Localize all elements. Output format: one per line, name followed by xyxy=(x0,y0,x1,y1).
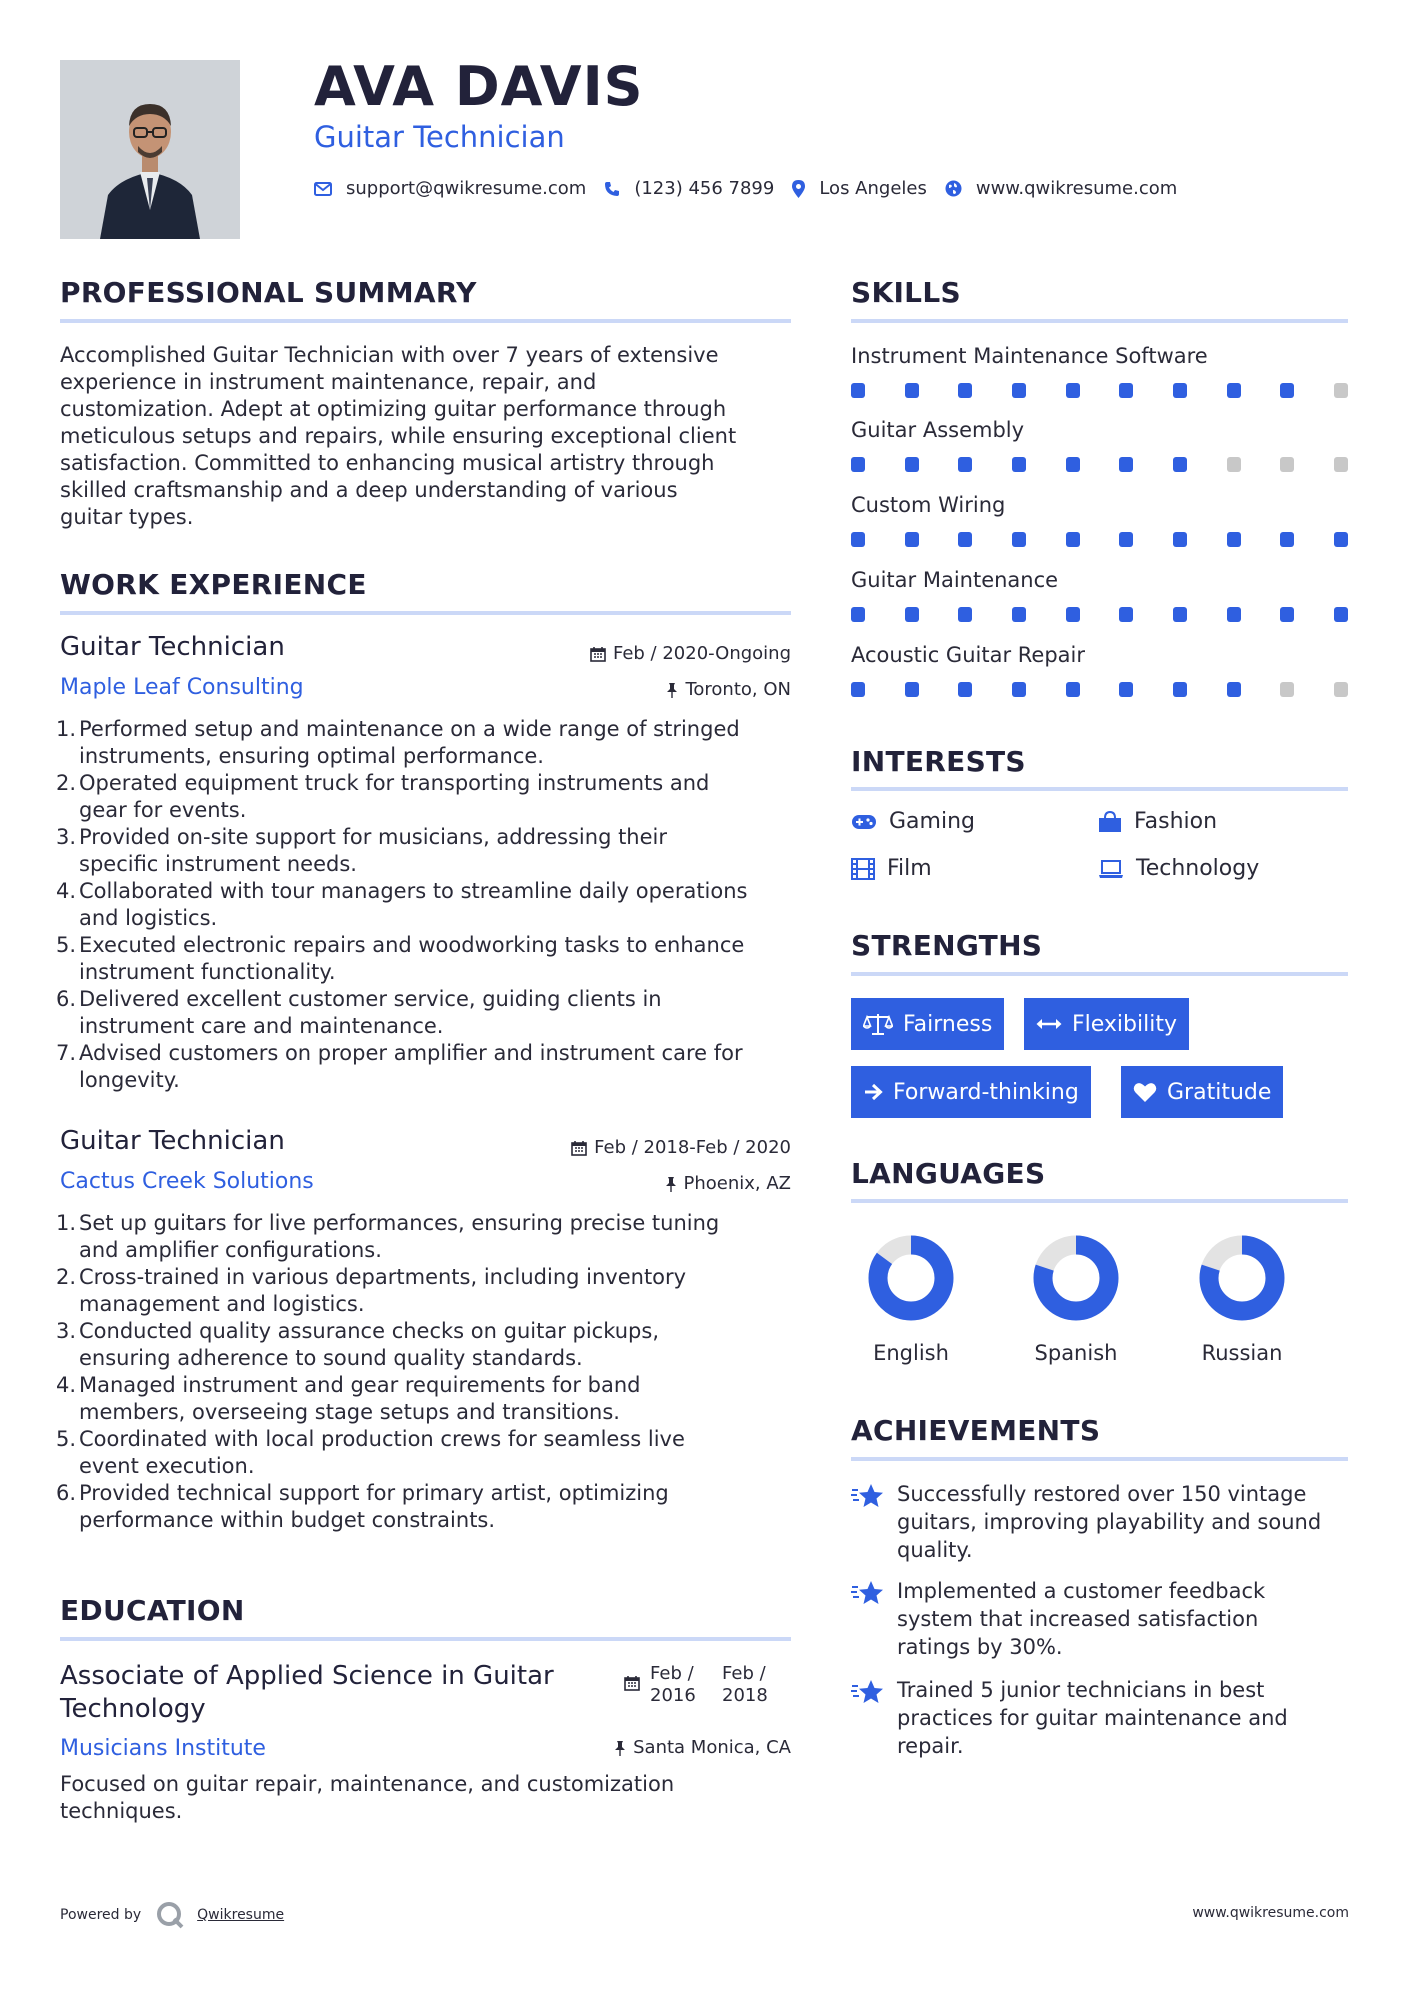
skill-name: Acoustic Guitar Repair xyxy=(851,643,1085,667)
pushpin-icon xyxy=(666,682,678,698)
calendar-icon xyxy=(590,646,606,662)
skill-dot-filled xyxy=(1173,682,1187,697)
summary-line: customization. Adept at optimizing guitar performance through xyxy=(60,397,727,421)
skill-dot-filled xyxy=(851,532,865,547)
job-location xyxy=(666,679,791,700)
strengths-heading: STRENGTHS xyxy=(851,929,1043,962)
list-line: longevity. xyxy=(79,1068,180,1092)
list-number: 6. xyxy=(56,987,77,1011)
language-gauge xyxy=(868,1235,954,1321)
skill-dot-filled xyxy=(905,383,919,398)
candidate-name: AVA DAVIS xyxy=(314,55,644,118)
skill-dot-filled xyxy=(1227,532,1241,547)
interest-item xyxy=(851,809,975,834)
strength-badge xyxy=(851,998,1004,1050)
skill-dot-filled xyxy=(1280,383,1294,398)
skill-dot-filled xyxy=(1334,532,1348,547)
education-desc-line: Focused on guitar repair, maintenance, and customization xyxy=(60,1772,675,1796)
skill-dot-filled xyxy=(1173,457,1187,472)
job-title: Guitar Technician xyxy=(60,632,285,662)
skill-name: Guitar Assembly xyxy=(851,418,1025,442)
list-item xyxy=(56,878,800,932)
skill-dot-filled xyxy=(1227,607,1241,622)
degree-line: Technology xyxy=(60,1694,206,1724)
achievement-item xyxy=(851,1577,1351,1661)
language-gauge xyxy=(1199,1235,1285,1321)
star-icon xyxy=(851,1482,885,1510)
job-duties xyxy=(56,1210,800,1534)
education-location xyxy=(614,1737,791,1758)
skill-dot-filled xyxy=(1012,383,1026,398)
map-marker-icon xyxy=(792,180,805,198)
interest-item xyxy=(851,856,932,881)
skill-dot-filled xyxy=(905,682,919,697)
skill-dot-filled xyxy=(905,457,919,472)
languages-divider xyxy=(851,1199,1348,1203)
candidate-title: Guitar Technician xyxy=(314,120,565,154)
skill-dot-filled xyxy=(958,607,972,622)
contact-location xyxy=(792,178,927,199)
skill-dot-filled xyxy=(1227,383,1241,398)
website-text: www.qwikresume.com xyxy=(975,178,1178,199)
achievement-line: repair. xyxy=(897,1734,964,1758)
work-heading: WORK EXPERIENCE xyxy=(60,568,367,601)
list-item xyxy=(56,716,800,770)
list-number: 1. xyxy=(56,1211,77,1235)
language-name: Spanish xyxy=(1034,1341,1118,1365)
summary-line: guitar types. xyxy=(60,505,194,529)
list-line: management and logistics. xyxy=(79,1292,365,1316)
contact-website[interactable] xyxy=(945,178,1177,199)
skill-dot-filled xyxy=(1173,607,1187,622)
achievement-line: guitars, improving playability and sound xyxy=(897,1510,1322,1534)
languages-heading: LANGUAGES xyxy=(851,1157,1046,1190)
skill-dot-empty xyxy=(1334,383,1348,398)
skill-dot-filled xyxy=(905,607,919,622)
education-description xyxy=(60,1771,800,1825)
list-line: Coordinated with local production crews for seamless live xyxy=(79,1427,685,1451)
skill-rating xyxy=(851,682,1348,698)
skill-dot-filled xyxy=(1012,457,1026,472)
arrow-right-icon xyxy=(863,1082,883,1102)
skill-dot-filled xyxy=(1066,457,1080,472)
gamepad-icon xyxy=(851,814,877,830)
heart-icon xyxy=(1133,1082,1157,1103)
list-line: and logistics. xyxy=(79,906,218,930)
strength-label: Fairness xyxy=(903,1011,993,1037)
skill-dot-filled xyxy=(1012,682,1026,697)
achievement-line: Implemented a customer feedback xyxy=(897,1579,1266,1603)
list-number: 6. xyxy=(56,1481,77,1505)
list-item xyxy=(56,1210,800,1264)
end-date xyxy=(722,1663,768,1707)
list-line: Conducted quality assurance checks on guitar pickups, xyxy=(79,1319,659,1343)
company-name: Maple Leaf Consulting xyxy=(60,675,304,700)
interest-label: Technology xyxy=(1136,856,1260,881)
start-date xyxy=(650,1663,722,1707)
achievement-text xyxy=(897,1480,1321,1564)
job-duties xyxy=(56,716,800,1094)
job-dates-text: Feb / 2018-Feb / 2020 xyxy=(594,1137,791,1158)
strength-badge xyxy=(851,1066,1091,1118)
list-number: 5. xyxy=(56,1427,77,1451)
list-line: instrument care and maintenance. xyxy=(79,1014,444,1038)
achievement-item xyxy=(851,1676,1351,1760)
skill-name: Guitar Maintenance xyxy=(851,568,1059,592)
skill-dot-filled xyxy=(851,607,865,622)
footer-brand xyxy=(60,1900,284,1930)
skill-dot-filled xyxy=(1227,682,1241,697)
strength-badge xyxy=(1024,998,1189,1050)
job-dates-text: Feb / 2020-Ongoing xyxy=(612,643,791,664)
achievement-line: ratings by 30%. xyxy=(897,1635,1063,1659)
skill-dot-filled xyxy=(1173,532,1187,547)
summary-divider xyxy=(60,319,791,323)
phone-icon xyxy=(604,181,620,197)
summary-line: experience in instrument maintenance, repair, and xyxy=(60,370,597,394)
list-line: ensuring adherence to sound quality standards. xyxy=(79,1346,583,1370)
skill-dot-filled xyxy=(851,383,865,398)
pushpin-icon xyxy=(665,1176,677,1192)
list-line: Managed instrument and gear requirements for band xyxy=(79,1373,641,1397)
interests-heading: INTERESTS xyxy=(851,745,1026,778)
person-portrait-icon xyxy=(60,60,240,239)
skill-dot-filled xyxy=(1119,682,1133,697)
calendar-icon xyxy=(624,1675,640,1691)
list-line: Collaborated with tour managers to streamline daily operations xyxy=(79,879,748,903)
arrows-horizontal-icon xyxy=(1036,1017,1062,1031)
end-month: Feb / xyxy=(722,1663,766,1684)
shopping-bag-icon xyxy=(1098,811,1122,833)
skills-divider xyxy=(851,319,1348,323)
footer-site-link[interactable]: www.qwikresume.com xyxy=(1192,1905,1349,1921)
achievement-text xyxy=(897,1676,1288,1760)
list-line: specific instrument needs. xyxy=(79,852,357,876)
interests-divider xyxy=(851,787,1348,791)
skill-dot-filled xyxy=(851,457,865,472)
language-gauge xyxy=(1033,1235,1119,1321)
job-title: Guitar Technician xyxy=(60,1126,285,1156)
list-item xyxy=(56,770,800,824)
interest-label: Film xyxy=(887,856,932,881)
skill-dot-filled xyxy=(1334,607,1348,622)
end-year: 2018 xyxy=(722,1685,768,1706)
skills-heading: SKILLS xyxy=(851,276,961,309)
skill-dot-empty xyxy=(1227,457,1241,472)
list-line: members, overseeing stage setups and transitions. xyxy=(79,1400,620,1424)
education-divider xyxy=(60,1637,791,1641)
list-item xyxy=(56,1480,800,1534)
education-desc-line: techniques. xyxy=(60,1799,183,1823)
degree-line: Associate of Applied Science in Guitar xyxy=(60,1661,554,1691)
strength-badge xyxy=(1121,1066,1283,1118)
summary-line: satisfaction. Committed to enhancing musical artistry through xyxy=(60,451,715,475)
skill-dot-empty xyxy=(1280,457,1294,472)
skill-name: Custom Wiring xyxy=(851,493,1006,517)
balance-scale-icon xyxy=(863,1012,893,1036)
list-line: Delivered excellent customer service, guiding clients in xyxy=(79,987,662,1011)
achievement-text xyxy=(897,1577,1265,1661)
list-line: Performed setup and maintenance on a wide range of stringed xyxy=(79,717,740,741)
list-number: 3. xyxy=(56,1319,77,1343)
skill-dot-filled xyxy=(1119,383,1133,398)
interest-label: Gaming xyxy=(889,809,975,834)
summary-line: skilled craftsmanship and a deep understanding of various xyxy=(60,478,678,502)
skill-dot-filled xyxy=(851,682,865,697)
achievements-divider xyxy=(851,1457,1348,1461)
list-item xyxy=(56,1426,800,1480)
skill-dot-filled xyxy=(1119,457,1133,472)
contact-phone[interactable] xyxy=(604,178,774,199)
skill-dot-empty xyxy=(1334,457,1348,472)
summary-line: meticulous setups and repairs, while ensuring exceptional client xyxy=(60,424,737,448)
strengths-divider xyxy=(851,972,1348,976)
envelope-icon xyxy=(314,182,332,196)
achievement-line: Trained 5 junior technicians in best xyxy=(897,1678,1265,1702)
phone-text: (123) 456 7899 xyxy=(634,178,775,199)
list-line: gear for events. xyxy=(79,798,247,822)
list-item xyxy=(56,1264,800,1318)
achievement-line: Successfully restored over 150 vintage xyxy=(897,1482,1307,1506)
skill-rating xyxy=(851,607,1348,623)
achievement-line: practices for guitar maintenance and xyxy=(897,1706,1288,1730)
skill-dot-filled xyxy=(1012,532,1026,547)
location-text: Los Angeles xyxy=(819,178,927,199)
brand-link[interactable]: Qwikresume xyxy=(197,1907,285,1923)
achievement-line: system that increased satisfaction xyxy=(897,1607,1259,1631)
list-line: Provided on-site support for musicians, addressing their xyxy=(79,825,667,849)
start-year: 2016 xyxy=(650,1685,696,1706)
skill-dot-filled xyxy=(905,532,919,547)
job-location-text: Toronto, ON xyxy=(685,679,791,700)
list-number: 7. xyxy=(56,1041,77,1065)
skill-dot-filled xyxy=(1280,607,1294,622)
achievement-line: quality. xyxy=(897,1538,973,1562)
start-month: Feb / xyxy=(650,1663,694,1684)
list-item xyxy=(56,824,800,878)
film-icon xyxy=(851,858,875,880)
strength-label: Flexibility xyxy=(1072,1011,1177,1037)
skill-dot-filled xyxy=(1119,532,1133,547)
pushpin-icon xyxy=(614,1740,626,1756)
skill-dot-filled xyxy=(1066,682,1080,697)
list-item xyxy=(56,1040,800,1094)
skill-dot-filled xyxy=(958,457,972,472)
education-location-text: Santa Monica, CA xyxy=(633,1737,791,1758)
degree-title xyxy=(60,1660,620,1726)
summary-text xyxy=(60,342,800,531)
list-item xyxy=(56,932,800,986)
list-line: instrument functionality. xyxy=(79,960,336,984)
education-dates xyxy=(624,1663,768,1707)
globe-icon xyxy=(945,180,962,197)
summary-heading: PROFESSIONAL SUMMARY xyxy=(60,276,477,309)
interest-label: Fashion xyxy=(1134,809,1218,834)
job-dates xyxy=(571,1137,791,1158)
skill-dot-filled xyxy=(1119,607,1133,622)
list-number: 2. xyxy=(56,1265,77,1289)
job-location-text: Phoenix, AZ xyxy=(683,1173,791,1194)
powered-by-label: Powered by xyxy=(60,1907,142,1923)
interest-item xyxy=(1098,856,1259,881)
skill-dot-filled xyxy=(1173,383,1187,398)
list-line: Set up guitars for live performances, ensuring precise tuning xyxy=(79,1211,720,1235)
summary-line: Accomplished Guitar Technician with over 7 years of extensive xyxy=(60,343,719,367)
skill-dot-filled xyxy=(958,383,972,398)
list-line: instruments, ensuring optimal performance. xyxy=(79,744,544,768)
list-line: performance within budget constraints. xyxy=(79,1508,496,1532)
list-line: event execution. xyxy=(79,1454,255,1478)
skill-dot-empty xyxy=(1334,682,1348,697)
education-heading: EDUCATION xyxy=(60,1594,245,1627)
interest-item xyxy=(1098,809,1217,834)
skill-dot-empty xyxy=(1280,682,1294,697)
star-icon xyxy=(851,1579,885,1607)
list-number: 3. xyxy=(56,825,77,849)
laptop-icon xyxy=(1098,859,1124,879)
list-number: 5. xyxy=(56,933,77,957)
skill-dot-filled xyxy=(958,682,972,697)
strength-label: Gratitude xyxy=(1167,1079,1272,1105)
list-item xyxy=(56,1372,800,1426)
skill-dot-filled xyxy=(1066,532,1080,547)
school-name: Musicians Institute xyxy=(60,1736,266,1761)
profile-photo xyxy=(60,60,240,239)
skill-dot-filled xyxy=(1066,383,1080,398)
achievements-heading: ACHIEVEMENTS xyxy=(851,1414,1101,1447)
list-line: Advised customers on proper amplifier and instrument care for xyxy=(79,1041,743,1065)
list-number: 4. xyxy=(56,1373,77,1397)
calendar-icon xyxy=(571,1140,587,1156)
list-line: Executed electronic repairs and woodworking tasks to enhance xyxy=(79,933,745,957)
skill-rating xyxy=(851,457,1348,473)
company-name: Cactus Creek Solutions xyxy=(60,1169,314,1194)
achievement-item xyxy=(851,1480,1351,1564)
skill-rating xyxy=(851,532,1348,548)
list-line: Provided technical support for primary artist, optimizing xyxy=(79,1481,669,1505)
skill-name: Instrument Maintenance Software xyxy=(851,344,1208,368)
skill-dot-filled xyxy=(958,532,972,547)
strength-label: Forward-thinking xyxy=(893,1079,1079,1105)
skill-dot-filled xyxy=(1066,607,1080,622)
job-location xyxy=(665,1173,792,1194)
star-icon xyxy=(851,1678,885,1706)
qwikresume-logo-icon xyxy=(155,1900,185,1930)
list-number: 4. xyxy=(56,879,77,903)
email-text: support@qwikresume.com xyxy=(346,178,587,199)
job-dates xyxy=(590,643,791,664)
list-line: Operated equipment truck for transporting instruments and xyxy=(79,771,710,795)
list-line: Cross-trained in various departments, including inventory xyxy=(79,1265,687,1289)
work-divider xyxy=(60,611,791,615)
skill-rating xyxy=(851,383,1348,399)
skill-dot-filled xyxy=(1280,532,1294,547)
list-line: and amplifier configurations. xyxy=(79,1238,382,1262)
contact-email[interactable] xyxy=(314,178,586,199)
language-name: Russian xyxy=(1201,1341,1283,1365)
list-item xyxy=(56,1318,800,1372)
contact-bar xyxy=(314,178,1195,199)
list-item xyxy=(56,986,800,1040)
language-name: English xyxy=(873,1341,949,1365)
list-number: 1. xyxy=(56,717,77,741)
list-number: 2. xyxy=(56,771,77,795)
skill-dot-filled xyxy=(1012,607,1026,622)
